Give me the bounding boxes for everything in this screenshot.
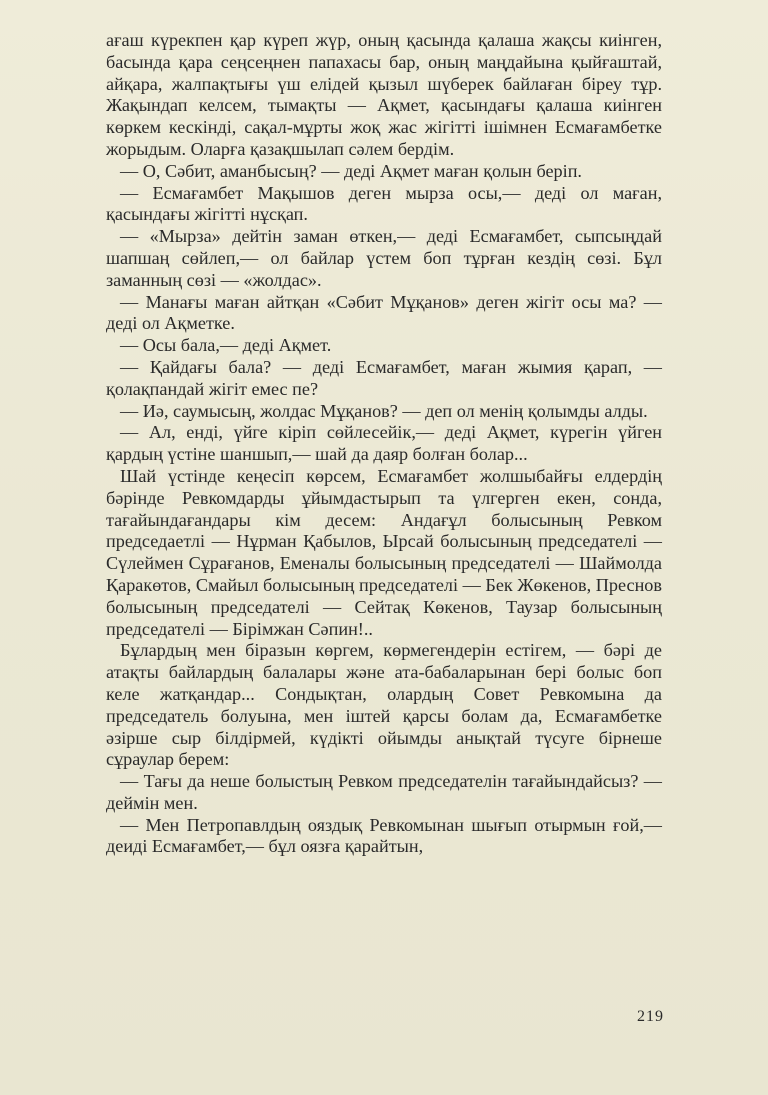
paragraph: — О, Сәбит, аманбысың? — деді Ақмет маған қолын беріп. xyxy=(120,160,582,181)
paragraph: — Мен Петропавлдың ояздық Ревкомынан шығып отырмын ғой,— деиді Есмағамбет,— бұл оязға қарайтын, xyxy=(106,814,662,857)
paragraph: — Манағы маған айтқан «Сәбит Мұқанов» деген жігіт осы ма? — деді ол Ақметке. xyxy=(106,291,662,334)
paragraph: — Тағы да нешe болыстың Ревком председателін тағайындайсыз? — деймін мен. xyxy=(106,771,662,813)
paragraph: — Ал, енді, үйге кіріп сөйлесейік,— деді Ақмет, күрегін үйген қардың үстіне шаншып,— шай да даяр болған болар... xyxy=(106,422,662,465)
paragraph: — «Мырза» дейтін заман өткен,— деді Есмағамбет, сыпсыңдай шапшаң сөйлеп,— ол байлар үстем боп тұрған кездің сөзі. Бұл заманның сөзі — «жолдас». xyxy=(106,226,662,290)
paragraph: — Иә, саумысың, жолдас Мұқанов? — деп ол менің қолымды алды. xyxy=(120,400,648,421)
paragraph: — Осы бала,— деді Ақмет. xyxy=(120,335,332,356)
body-text xyxy=(106,30,662,858)
paragraph: ағаш күрекпен қар күреп жүр, оның қасында қалаша жақсы киінген, басында қара сеңсеңнен папахасы бар, оның маңдайына қыйғаштай, айқара, жалпақтығы үш елідей қызыл шүберек байлаған біреу тұр. Жақындап келсем, тымақты — Ақмет, қасындағы қалаша киінген көркем кескінді, сақал-мұрты жоқ жас жігітті ішімнен Есмағамбетке жорыдым. Оларға қазақшылап сәлем бердім. xyxy=(106,30,662,159)
paragraph: — Есмағамбет Мақышов деген мырза осы,— деді ол маған, қасындағы жігітті нұсқап. xyxy=(106,182,662,225)
paragraph: — Қайдағы бала? — деді Есмағамбет, маған жымия қарап, — қолақпандай жігіт емес пе? xyxy=(106,356,662,399)
page-number: 219 xyxy=(637,1008,664,1025)
paragraph: Бұлардың мен біразын көргем, көрмегендерін естігем, — бәрі де атақты байлардың балалары және ата-бабаларынан бері болыс боп келе жатқандар... Сондықтан, олардың Совет Ревкомына да председатель болуына, мен іштей қарсы болам да, Есмағамбетке әзірше сыр білдірмей, күдікті ойымды анықтай түсуге бірнеше сұраулар берем: xyxy=(106,640,662,770)
paragraph: Шай үстінде кеңесіп көрсем, Есмағамбет жолшыбайғы елдердің бәрінде Ревкомдарды ұйымдастырып та үлгерген екен, сонда, тағайындағандары кім десем: Андағұл болысының Ревком председаетлі — Нұрман Қабылов, Ырсай болысының председателі — Сүлеймен Сұрағанов, Еменалы болысының председателі — Шаймолда Қаракөтов, Смайыл болысының председателі — Бек Жөкенов, Преснов болысының председателі — Сейтақ Көкенов, Таузар болысының председателі — Бірімжан Сәпин!.. xyxy=(106,465,662,639)
